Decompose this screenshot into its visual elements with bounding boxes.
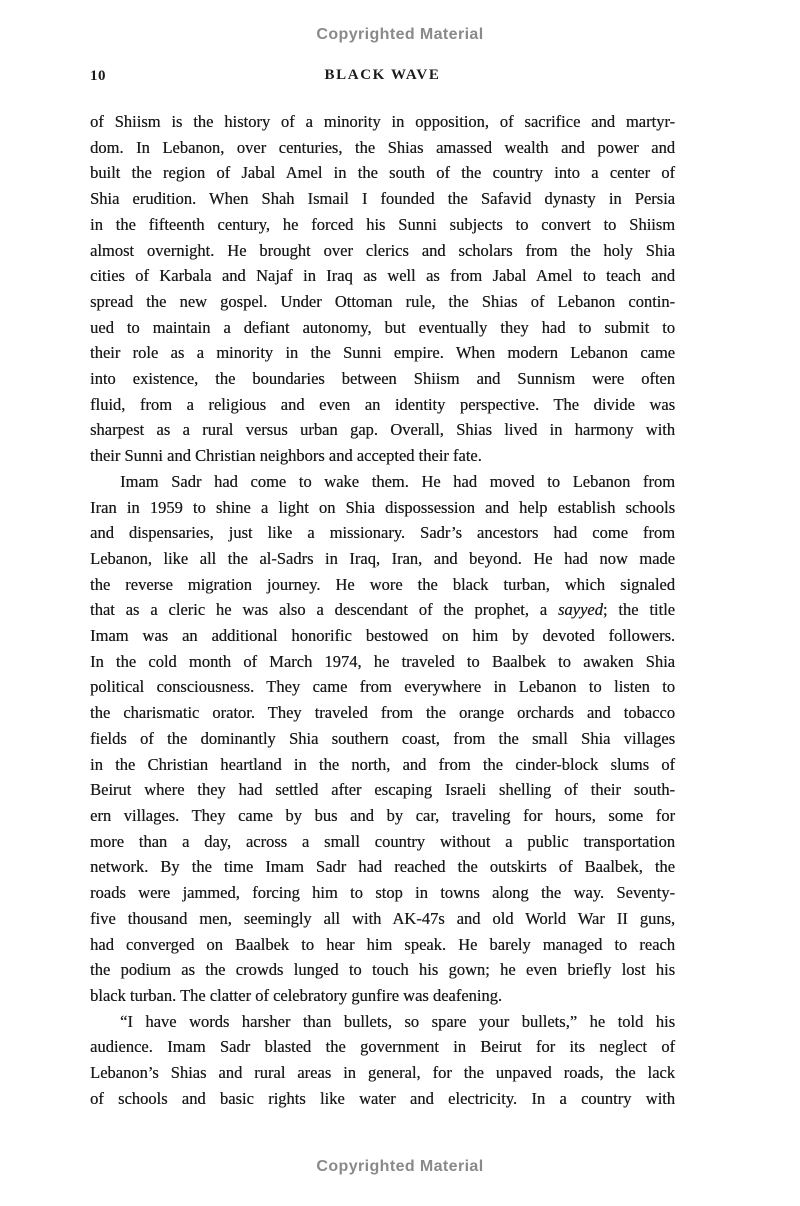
text-line: and dispensaries, just like a missionary. Sadr’s ancestors had come from xyxy=(90,523,675,543)
text-line: Lebanon’s Shias and rural areas in general, for the unpaved roads, the lack xyxy=(90,1063,675,1083)
paragraph xyxy=(90,1009,675,1112)
text-line: spread the new gospel. Under Ottoman rule, the Shias of Lebanon contin- xyxy=(90,291,675,311)
text-line: that as a cleric he was also a descendant of the prophet, a sayyed; the title xyxy=(90,600,676,620)
paragraph xyxy=(90,109,675,469)
text-line: the charismatic orator. They traveled from the orange orchards and tobacco xyxy=(90,703,675,723)
text-line: dom. In Lebanon, over centuries, the Shias amassed wealth and power and xyxy=(90,137,675,157)
text-line: their Sunni and Christian neighbors and accepted their fate. xyxy=(90,446,482,466)
text-line: ern villages. They came by bus and by car, traveling for hours, some for xyxy=(90,805,675,825)
text-line: the reverse migration journey. He wore the black turban, which signaled xyxy=(90,574,675,594)
text-line: sharpest as a rural versus urban gap. Overall, Shias lived in harmony with xyxy=(90,420,675,440)
text-line: “I have words harsher than bullets, so spare your bullets,” he told his xyxy=(120,1011,675,1031)
text-line: In the cold month of March 1974, he traveled to Baalbek to awaken Shia xyxy=(90,651,675,671)
text-line: Imam was an additional honorific bestowed on him by devoted followers. xyxy=(90,626,675,646)
text-line: Lebanon, like all the al-Sadrs in Iraq, Iran, and beyond. He had now made xyxy=(90,548,675,568)
text-line: Beirut where they had settled after escaping Israeli shelling of their south- xyxy=(90,780,675,800)
body-text xyxy=(90,109,675,1111)
page-number: 10 xyxy=(90,68,106,84)
text-line: cities of Karbala and Najaf in Iraq as well as from Jabal Amel to teach and xyxy=(90,266,675,286)
text-line: their role as a minority in the Sunni empire. When modern Lebanon came xyxy=(90,343,675,363)
text-line: more than a day, across a small country without a public transportation xyxy=(90,831,675,851)
page-header xyxy=(90,67,675,84)
text-line: Iran in 1959 to shine a light on Shia dispossession and help establish schools xyxy=(90,497,675,517)
text-line: fields of the dominantly Shia southern coast, from the small Shia villages xyxy=(90,728,675,748)
text-line: audience. Imam Sadr blasted the government in Beirut for its neglect of xyxy=(90,1037,675,1057)
text-line: five thousand men, seemingly all with AK-47s and old World War II guns, xyxy=(90,908,675,928)
text-line: ued to maintain a defiant autonomy, but eventually they had to submit to xyxy=(90,317,675,337)
text-line: almost overnight. He brought over clerics and scholars from the holy Shia xyxy=(90,240,675,260)
paragraph xyxy=(90,469,675,1009)
copyright-watermark-top: Copyrighted Material xyxy=(316,26,484,43)
text-line: had converged on Baalbek to hear him speak. He barely managed to reach xyxy=(90,934,675,954)
text-line: in the fifteenth century, he forced his Sunni subjects to convert to Shiism xyxy=(90,214,675,234)
text-line: roads were jammed, forcing him to stop in towns along the way. Seventy- xyxy=(90,883,675,903)
text-line: black turban. The clatter of celebratory gunfire was deafening. xyxy=(90,985,503,1005)
text-line: of schools and basic rights like water and electricity. In a country with xyxy=(90,1088,675,1108)
text-line: fluid, from a religious and even an identity perspective. The divide was xyxy=(90,394,675,414)
text-line: built the region of Jabal Amel in the south of the country into a center of xyxy=(90,163,675,183)
running-head: BLACK WAVE xyxy=(324,67,441,83)
text-line: network. By the time Imam Sadr had reached the outskirts of Baalbek, the xyxy=(90,857,675,877)
text-line: Imam Sadr had come to wake them. He had moved to Lebanon from xyxy=(120,471,675,491)
text-line: political consciousness. They came from everywhere in Lebanon to listen to xyxy=(90,677,675,697)
text-line: the podium as the crowds lunged to touch his gown; he even briefly lost his xyxy=(90,960,675,980)
text-line: into existence, the boundaries between Shiism and Sunnism were often xyxy=(90,369,675,389)
text-line: Shia erudition. When Shah Ismail I founded the Safavid dynasty in Persia xyxy=(90,189,675,209)
text-line: in the Christian heartland in the north, and from the cinder-block slums of xyxy=(90,754,675,774)
copyright-watermark-bottom: Copyrighted Material xyxy=(316,1158,484,1175)
text-line: of Shiism is the history of a minority in opposition, of sacrifice and martyr- xyxy=(90,112,675,131)
